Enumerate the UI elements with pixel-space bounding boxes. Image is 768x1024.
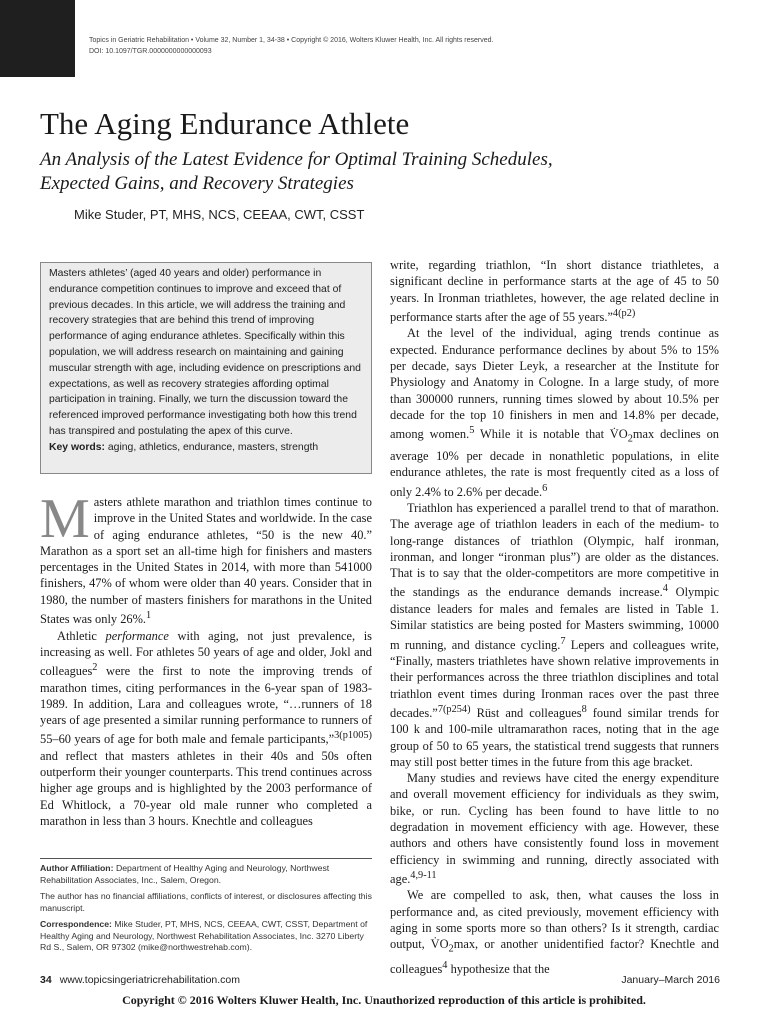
article-subtitle bbox=[40, 148, 553, 196]
article-title: The Aging Endurance Athlete bbox=[40, 106, 410, 141]
author-line: Mike Studer, PT, MHS, NCS, CEEAA, CWT, CSST bbox=[74, 207, 365, 222]
body-paragraph: Triathlon has experienced a parallel trend to that of marathon. The average age of triathlon leaders in each of the medium- to long-range distances of triathlon (Olympic, half ironman, ironman, and longer “ironman plus”) are older as the distances. That is to say that the older-competitors are more competitive in the standings as the endurance demands increase.$^4$ Olympic distance leaders for males and females are listed in Table 1. Similar statistics are being posted for Masters swimming, 10000 m running, and distance cycling.$^7$ Lepers and colleagues write, “Finally, masters triathletes have shown relative improvements in their performances across the three triathlon disciplines and total triathlon event times during Ironman races over the past three decades.”$^{7(p254)}$ Rüst and colleagues$^8$ found similar trends for 100 k and 100-mile ultramarathon races, noting that in the age group of 50 to 65 years, the statistical trend suggests that runners may still post better times in the future from this age bracket. bbox=[390, 501, 719, 769]
journal-website: www.topicsingeriatricrehabilitation.com bbox=[59, 974, 241, 986]
body-paragraph: Masters athlete marathon and triathlon times continue to improve in the United States and worldwide. In the case of aging endurance athletes, “50 is the new 40.” Marathon as a sport set an all-time high for finishers and masters percentages in the United States in 2014, with more than 541000 finishers, 47% of whom were older than 40 years. Consider that in 1980, the number of masters finishers for marathons in the United States was only 26%.$^1$ bbox=[40, 488, 372, 627]
keywords-label: Key words: bbox=[49, 441, 106, 453]
subtitle-line-1: An Analysis of the Latest Evidence for Optimal Training Schedules, bbox=[40, 149, 553, 170]
corner-block bbox=[0, 0, 75, 77]
copyright-notice: Copyright © 2016 Wolters Kluwer Health, Inc. Unauthorized reproduction of this article is prohibited. bbox=[122, 993, 646, 1007]
drop-cap: M bbox=[40, 488, 90, 550]
reference-marker: 4(p2) bbox=[612, 307, 636, 319]
affiliation-text: Author Affiliation: Department of Healthy Aging and Neurology, Northwest Rehabilitation Associates, Inc., Salem, Oregon. bbox=[40, 863, 330, 885]
journal-citation: Topics in Geriatric Rehabilitation • Volume 32, Number 1, 34-38 • Copyright © 2016, Wolters Kluwer Health, Inc. All rights reserved. bbox=[89, 37, 494, 44]
body-paragraph: At the level of the individual, aging trends continue as expected. Endurance performance declines by about 5% to 15% per decade, says Dieter Leyk, a researcher at the Institute for Physiology and Anatomy in Cologne. In a large study, of more than 300000 runners, running times slowed by about 10.5% per decade for the top 10 finishers in men and 14.8% per decade, among women.$^5$ While it is notable that $V̇O_2\max$ declines on average 10% per decade in nonathletic populations, in elite endurance athletes, the rate is most frequently cited as a loss of only 2.4% to 2.6% per decade.$^6$ bbox=[390, 326, 719, 499]
reference-marker: 2 bbox=[92, 662, 98, 674]
issue-date: January–March 2016 bbox=[621, 974, 720, 986]
page-footer-left bbox=[40, 974, 240, 986]
keywords: aging, athletics, endurance, masters, strength bbox=[107, 441, 319, 453]
subtitle-line-2: Expected Gains, and Recovery Strategies bbox=[40, 173, 354, 194]
author-affiliation bbox=[40, 863, 372, 959]
affiliation-divider bbox=[40, 858, 372, 859]
body-paragraph: We are compelled to ask, then, what causes the loss in performance and, as cited previously, movement efficiency with aging in some sports more so than others? Is it strength, cardiac output, $V̇O_2\max$, or another unidentified factor? Knechtle and colleagues$^4$ hypothesize that the bbox=[390, 888, 719, 977]
body-paragraph: Athletic performance with aging, not just prevalence, is increasing as well. For athletes 50 years of age and older, Jokl and colleagues$^2$ were the first to note the improving trends of marathon times, citing performances in the 6-year span of 1983-1989. In addition, Lara and colleagues wrote, “…runners of 18 years of age presented a similar running performance to runners of 55–60 years of age for both male and female participants,”$^{3(p1005)}$ and reflect that masters athletes in their 40s and 50s often outperform their younger counterparts. This trend continues across higher age groups and is highlighted by the 2003 performance of Ed Whitlock, a 70-year old male runner who completed a marathon in less than 3 hours. Knechtle and colleagues bbox=[40, 628, 372, 829]
abstract-text: Masters athletes’ (aged 40 years and older) performance in endurance competition continues to improve and exceed that of previous decades. In this article, we will address the training and recovery strategies that are behind this trend of improving performance of aging endurance athletes. Specifically within this population, we will address research on maintaining and gaining muscular strength with age, including evidence on prescriptions and expectations, as well as recovery strategies affording optimal participation in training. Finally, we turn the discussion toward the referenced improved performance investigating both how this trend has transpired and postulating the apex of this curve. bbox=[49, 268, 361, 437]
keywords-line bbox=[49, 440, 363, 456]
body-column-right bbox=[390, 257, 719, 977]
body-paragraph: write, regarding triathlon, “In short distance triathletes, a significant decline in performance starts at the age of 45 to 50 years. In Ironman triathletes, however, the age related decline in performance starts after the age of 55 years.”$^{4(p2)}$ bbox=[390, 258, 719, 325]
body-paragraph: Many studies and reviews have cited the energy expenditure and overall movement efficiency for individuals as they swim, bike, or run. Cycling has been found to have little to no degradation in movement efficiency with age. However, these authors and others have consistently found loss in movement efficiency in swimming and running, directly associated with age.$^{4,9-11}$ bbox=[390, 771, 719, 887]
reference-marker: 1 bbox=[146, 610, 152, 622]
journal-header bbox=[89, 35, 493, 57]
page-number: 34 bbox=[40, 974, 52, 986]
reference-marker: 3(p1005) bbox=[334, 730, 372, 742]
disclosure-text: The author has no financial affiliations, conflicts of interest, or disclosures affecting this manuscript. bbox=[40, 891, 372, 913]
correspondence-text: Correspondence: Mike Studer, PT, MHS, NCS, CEEAA, CWT, CSST, Department of Healthy Aging and Neurology, Northwest Rehabilitation Associates, Inc. 3270 Liberty Rd S., Salem, OR 97302 (mike@northwestrehab.com). bbox=[40, 919, 368, 952]
abstract-box bbox=[40, 262, 372, 474]
body-column-left bbox=[40, 488, 372, 850]
doi-line: DOI: 10.1097/TGR.0000000000000093 bbox=[89, 48, 212, 55]
